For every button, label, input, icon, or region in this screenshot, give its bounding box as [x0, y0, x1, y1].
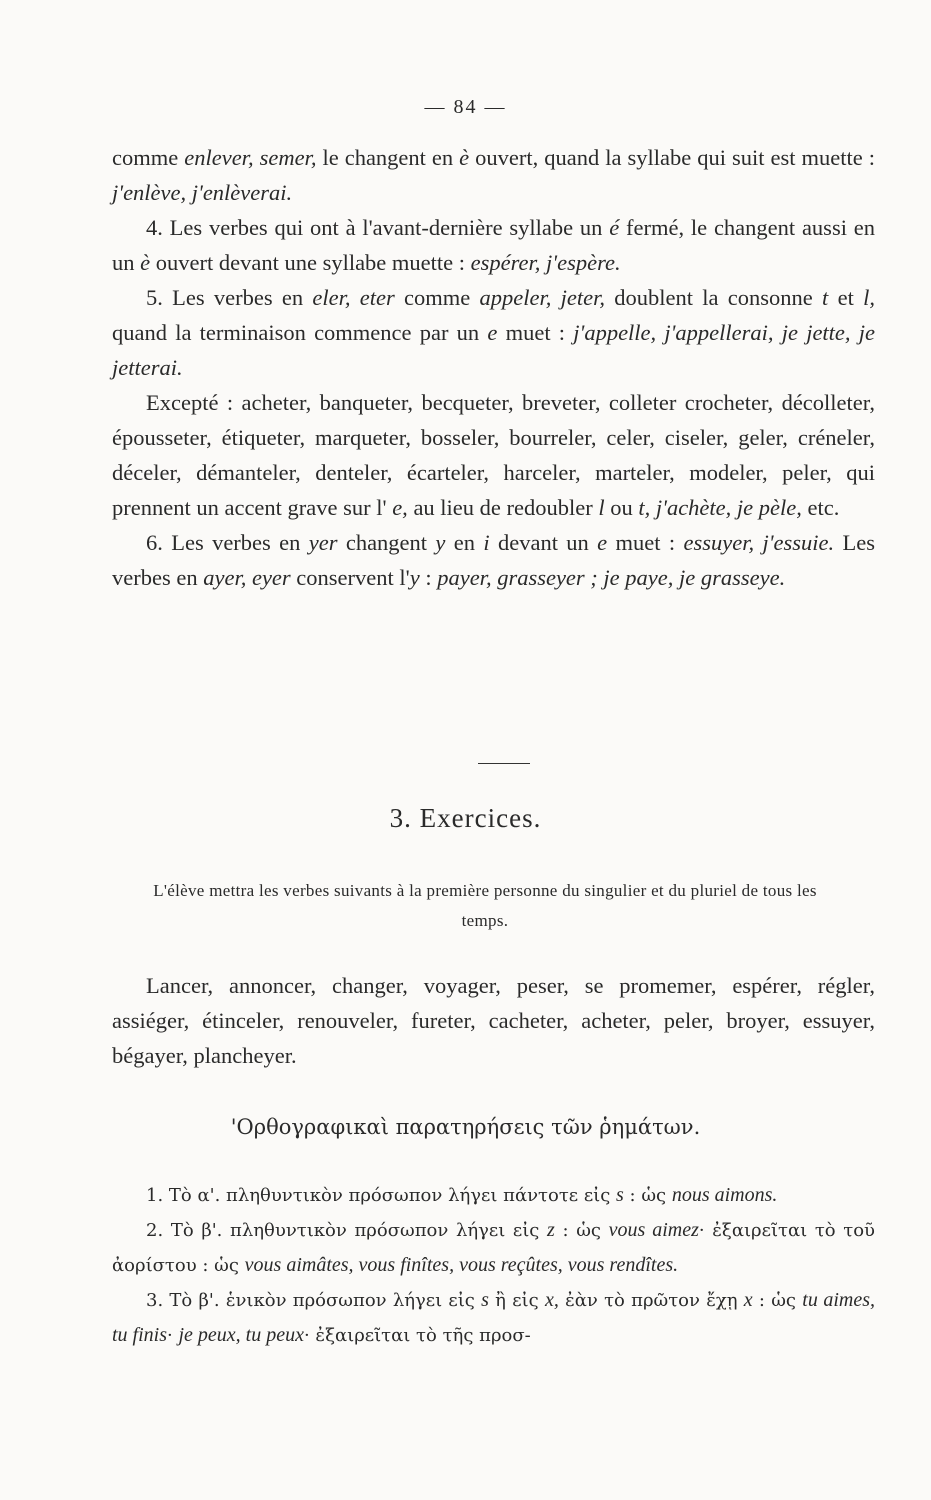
text-run: fermé, le changent aussi en un: [112, 215, 875, 275]
text-run-italic: espérer, j'espère.: [470, 250, 621, 275]
greek-note-2: [112, 1213, 875, 1283]
text-run: ou: [604, 495, 639, 520]
text-run-italic: appeler, jeter,: [479, 285, 606, 310]
text-run: au lieu de redoubler: [407, 495, 599, 520]
text-run-italic: s: [481, 1289, 489, 1311]
text-run-italic: s: [616, 1184, 624, 1206]
greek-section-title: 'Ορθογραφικαὶ παρατηρήσεις τῶν ῥημάτων.: [230, 1115, 701, 1139]
text-run: quand la terminaison commence par un: [112, 320, 488, 345]
exercise-verbs-list: [112, 968, 875, 1073]
text-run-greek: : ὡς: [623, 1185, 672, 1206]
text-run-italic: è: [140, 250, 151, 275]
text-run-italic: vous aimâtes, vous finîtes, vous reçûtes, vous rendîtes.: [244, 1254, 679, 1276]
text-run-italic: j'enlève, j'enlèverai.: [112, 180, 293, 205]
text-run-italic: payer, grasseyer ; je paye, je grasseye.: [437, 565, 786, 590]
text-run-italic: t, j'achète, je pèle,: [638, 495, 802, 520]
rule-4: [112, 210, 875, 280]
text-run-greek: ἢ εἰς: [488, 1290, 545, 1311]
text-run: ouvert, quand la syllabe qui suit est muette :: [469, 145, 876, 170]
greek-note-1: [112, 1178, 875, 1213]
text-run: devant un: [489, 530, 598, 555]
section-divider: [478, 763, 530, 764]
text-run-italic: t: [822, 285, 829, 310]
text-run-italic: e: [597, 530, 608, 555]
text-run: muet :: [607, 530, 684, 555]
text-run-italic: ayer, eyer: [203, 565, 291, 590]
text-run-italic: z: [547, 1219, 555, 1241]
exercise-instruction: L'élève mettra les verbes suivants à la première personne du singulier et du pluriel de tous les temps.: [153, 881, 817, 930]
page-number: — 84 —: [424, 96, 507, 118]
exceptions-paragraph: [112, 385, 875, 525]
text-run: Les verbes en: [112, 530, 875, 590]
grammar-rules: [112, 140, 875, 595]
text-run-italic: l,: [863, 285, 875, 310]
text-run-italic: yer: [308, 530, 338, 555]
text-run-greek: : ὡς: [554, 1220, 609, 1241]
text-run: Excepté : acheter, banqueter, becqueter, breveter, colleter crocheter, décolleter, épousseter, étiqueter, marqueter, bosseler, bourreler, celer, ciseler, geler, créneler, déceler, démanteler, denteler, écarteler, harceler, marteler, modeler, peler, qui prennent un accent grave sur l': [112, 390, 875, 520]
text-run-italic: i: [483, 530, 490, 555]
text-run: comme: [112, 145, 185, 170]
text-run: 4. Les verbes qui ont à l'avant-dernière syllabe un: [146, 215, 610, 240]
text-run-italic: enlever, semer,: [184, 145, 317, 170]
text-run: le changent en: [316, 145, 460, 170]
text-run-italic: e: [487, 320, 498, 345]
text-run-italic: y: [409, 565, 420, 590]
greek-note-3: [112, 1283, 875, 1353]
rule-6: [112, 525, 875, 595]
text-run-italic: x,: [544, 1289, 559, 1311]
text-run-greek: 1. Τὸ α'. πληθυντικὸν πρόσωπον λήγει πάντοτε εἰς: [146, 1185, 617, 1206]
text-run-greek: : ὡς: [752, 1290, 803, 1311]
text-run: etc.: [801, 495, 840, 520]
text-run: changent: [337, 530, 436, 555]
text-run: muet :: [497, 320, 574, 345]
text-run-italic: vous aimez: [608, 1219, 699, 1241]
text-run-greek: 3. Τὸ β'. ἑνικὸν πρόσωπον λήγει εἰς: [146, 1290, 482, 1311]
text-run: conservent l': [290, 565, 410, 590]
text-run: ouvert devant une syllabe muette :: [150, 250, 471, 275]
text-run: :: [419, 565, 438, 590]
text-run-italic: x: [743, 1289, 753, 1311]
verbs-paragraph: Lancer, annoncer, changer, voyager, peser, se promemer, espérer, régler, assiéger, étinceler, renouveler, fureter, cacheter, acheter, peler, broyer, essuyer, bégayer, plancheyer.: [112, 973, 875, 1068]
text-run: en: [445, 530, 484, 555]
text-run-italic: l: [598, 495, 605, 520]
text-run-italic: je peux, tu peux: [178, 1324, 304, 1346]
text-run: et: [828, 285, 864, 310]
text-run-italic: y: [435, 530, 446, 555]
text-run-italic: eler, eter: [312, 285, 395, 310]
text-run-italic: e,: [392, 495, 408, 520]
text-run-greek: ·: [167, 1325, 179, 1346]
text-run-italic: tu aimes, tu finis: [112, 1289, 876, 1346]
greek-notes: [112, 1178, 875, 1353]
text-run-italic: é: [609, 215, 620, 240]
text-run-greek: 2. Τὸ β'. πληθυντικὸν πρόσωπον λήγει εἰς: [146, 1220, 548, 1241]
text-run-greek: · ἐξαιρεῖται τὸ τῆς προσ-: [303, 1325, 531, 1346]
rule-5: [112, 280, 875, 385]
text-run-italic: essuyer, j'essuie.: [683, 530, 835, 555]
text-run-greek: ἐὰν τὸ πρῶτον ἔχῃ: [558, 1290, 744, 1311]
paragraph-continuation: [112, 140, 875, 210]
text-run: 6. Les verbes en: [146, 530, 309, 555]
text-run: doublent la consonne: [605, 285, 823, 310]
text-run: comme: [394, 285, 480, 310]
text-run-greek: · ἐξαιρεῖται τὸ τοῦ ἀορίστου : ὡς: [112, 1220, 875, 1276]
text-run-italic: j'appelle, j'appellerai, je jette, je jetterai.: [112, 320, 875, 380]
text-run: 5. Les verbes en: [146, 285, 313, 310]
section-title: 3. Exercices.: [389, 803, 542, 833]
text-run-italic: è: [459, 145, 470, 170]
text-run-italic: nous aimons.: [671, 1184, 778, 1206]
